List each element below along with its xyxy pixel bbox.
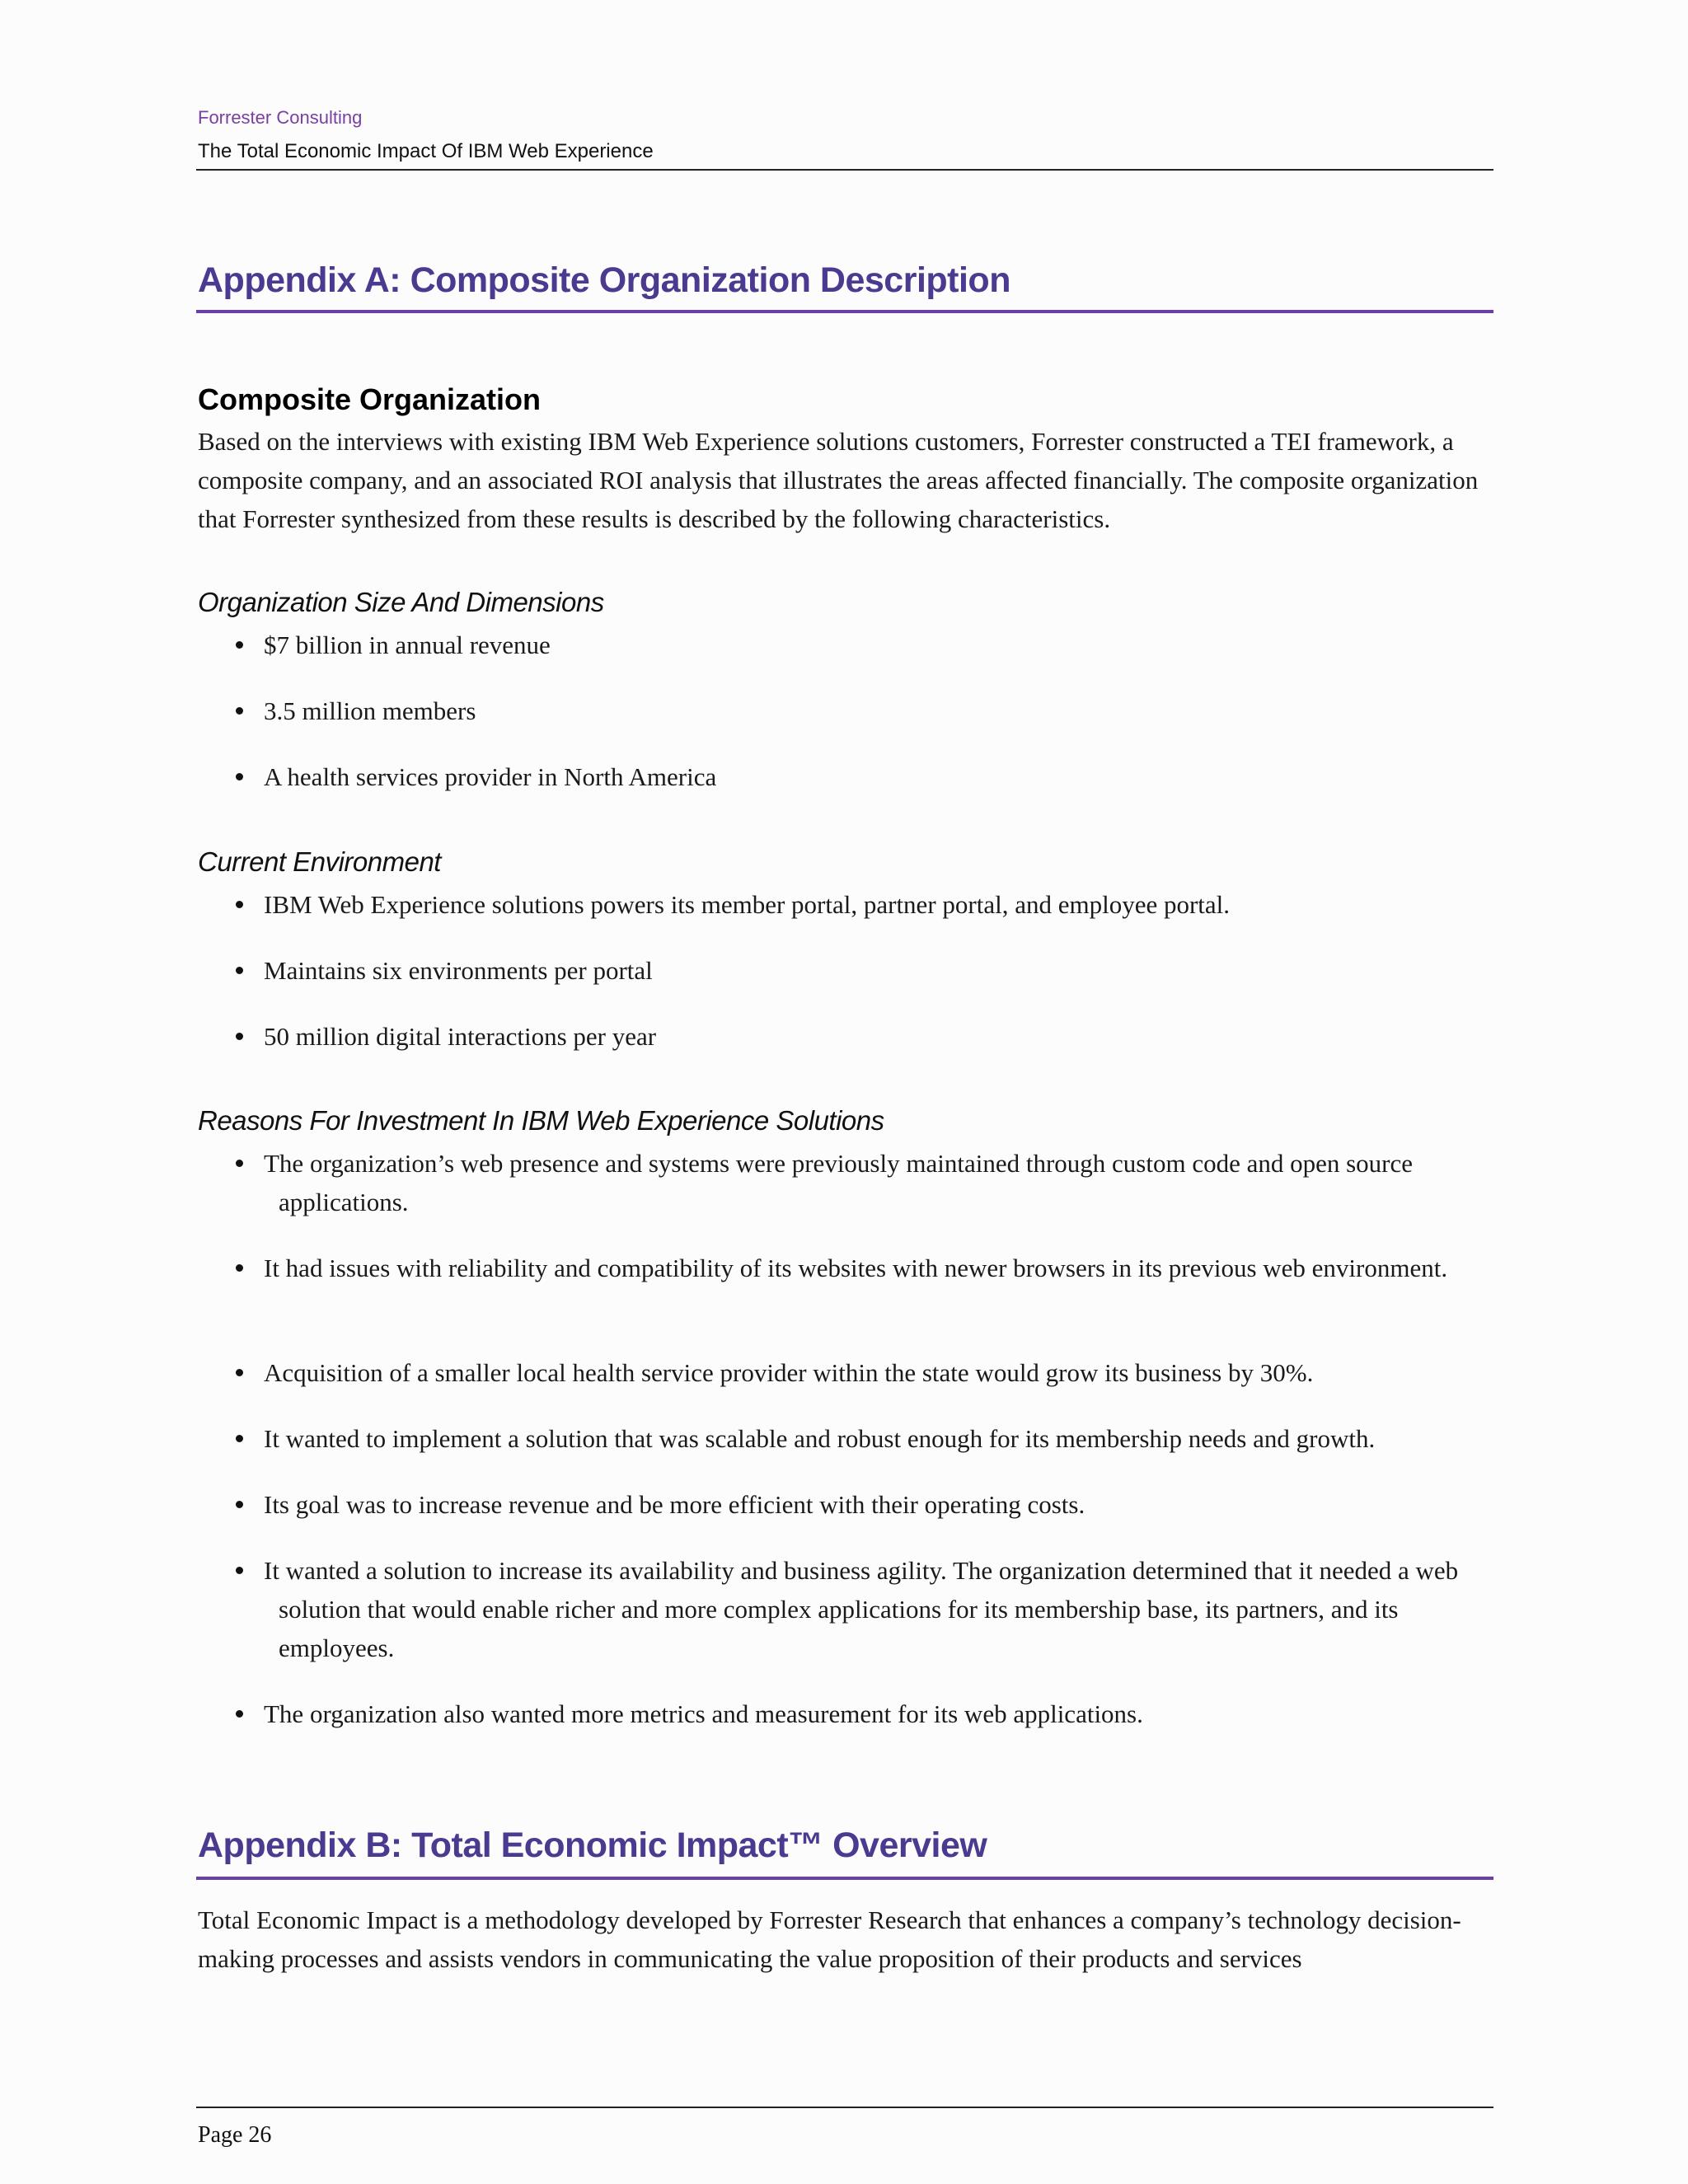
bullet-icon xyxy=(236,1501,243,1508)
appendix-b-rule xyxy=(196,1877,1493,1880)
list-item-text: It wanted a solution to increase its availability and business agility. The organization determined that it needed a web solution that would enable richer and more complex applications for its membership base, its partners, and its employees. xyxy=(264,1556,1459,1662)
list-item-text: It had issues with reliability and compatibility of its websites with newer browsers in its previous web environment. xyxy=(264,1254,1448,1282)
composite-organization-intro: Based on the interviews with existing IBM Web Experience solutions customers, Forrester constructed a TEI framework, a composite company, and an associated ROI analysis that illustrates the areas affected financially. The composite organization that Forrester synthesized from these results is described by the following characteristics. xyxy=(198,427,1479,533)
list-item-text: 50 million digital interactions per year xyxy=(264,1022,657,1051)
list-item-text: A health services provider in North America xyxy=(264,762,717,791)
list-item-text: The organization’s web presence and systems were previously maintained through custom code and open source applications. xyxy=(264,1149,1414,1216)
org-size-subheading: Organization Size And Dimensions xyxy=(198,587,604,617)
composite-organization-heading: Composite Organization xyxy=(198,382,542,416)
header-rule xyxy=(196,169,1493,171)
list-item-text: Its goal was to increase revenue and be more efficient with their operating costs. xyxy=(264,1490,1085,1519)
bullet-icon xyxy=(236,1710,243,1718)
bullet-icon xyxy=(236,641,243,649)
page-number: Page 26 xyxy=(198,2122,272,2148)
bullet-icon xyxy=(236,773,243,780)
bullet-icon xyxy=(236,1033,243,1040)
header-org: Forrester Consulting xyxy=(198,107,363,128)
footer-rule xyxy=(196,2107,1493,2108)
list-item-text: Acquisition of a smaller local health service provider within the state would grow its business by 30%. xyxy=(264,1358,1314,1387)
bullet-icon xyxy=(236,1264,243,1272)
list-item-text: The organization also wanted more metrics and measurement for its web applications. xyxy=(264,1699,1143,1728)
bullet-icon xyxy=(236,1435,243,1442)
appendix-b-heading: Appendix B: Total Economic Impact™ Overview xyxy=(198,1825,987,1865)
bullet-icon xyxy=(236,707,243,715)
bullet-icon xyxy=(236,1369,243,1376)
current-environment-subheading: Current Environment xyxy=(198,846,441,877)
document-page xyxy=(196,0,1493,2184)
bullet-icon xyxy=(236,1160,243,1167)
header-title: The Total Economic Impact Of IBM Web Experience xyxy=(198,140,654,162)
list-item-text: 3.5 million members xyxy=(264,696,476,725)
list-item-text: IBM Web Experience solutions powers its member portal, partner portal, and employee portal. xyxy=(264,890,1231,919)
list-item-text: It wanted to implement a solution that was scalable and robust enough for its membership needs and growth. xyxy=(264,1424,1376,1453)
bullet-icon xyxy=(236,967,243,974)
bullet-icon xyxy=(236,1567,243,1574)
appendix-b-intro: Total Economic Impact is a methodology developed by Forrester Research that enhances a company’s technology decision-making processes and assists vendors in communicating the value proposition of their products and services xyxy=(198,1905,1461,1973)
bullet-icon xyxy=(236,901,243,908)
list-item-text: $7 billion in annual revenue xyxy=(264,630,551,659)
appendix-a-rule xyxy=(196,310,1493,313)
reasons-subheading: Reasons For Investment In IBM Web Experience Solutions xyxy=(198,1105,884,1136)
appendix-a-heading: Appendix A: Composite Organization Description xyxy=(198,260,1010,300)
list-item-text: Maintains six environments per portal xyxy=(264,956,653,985)
